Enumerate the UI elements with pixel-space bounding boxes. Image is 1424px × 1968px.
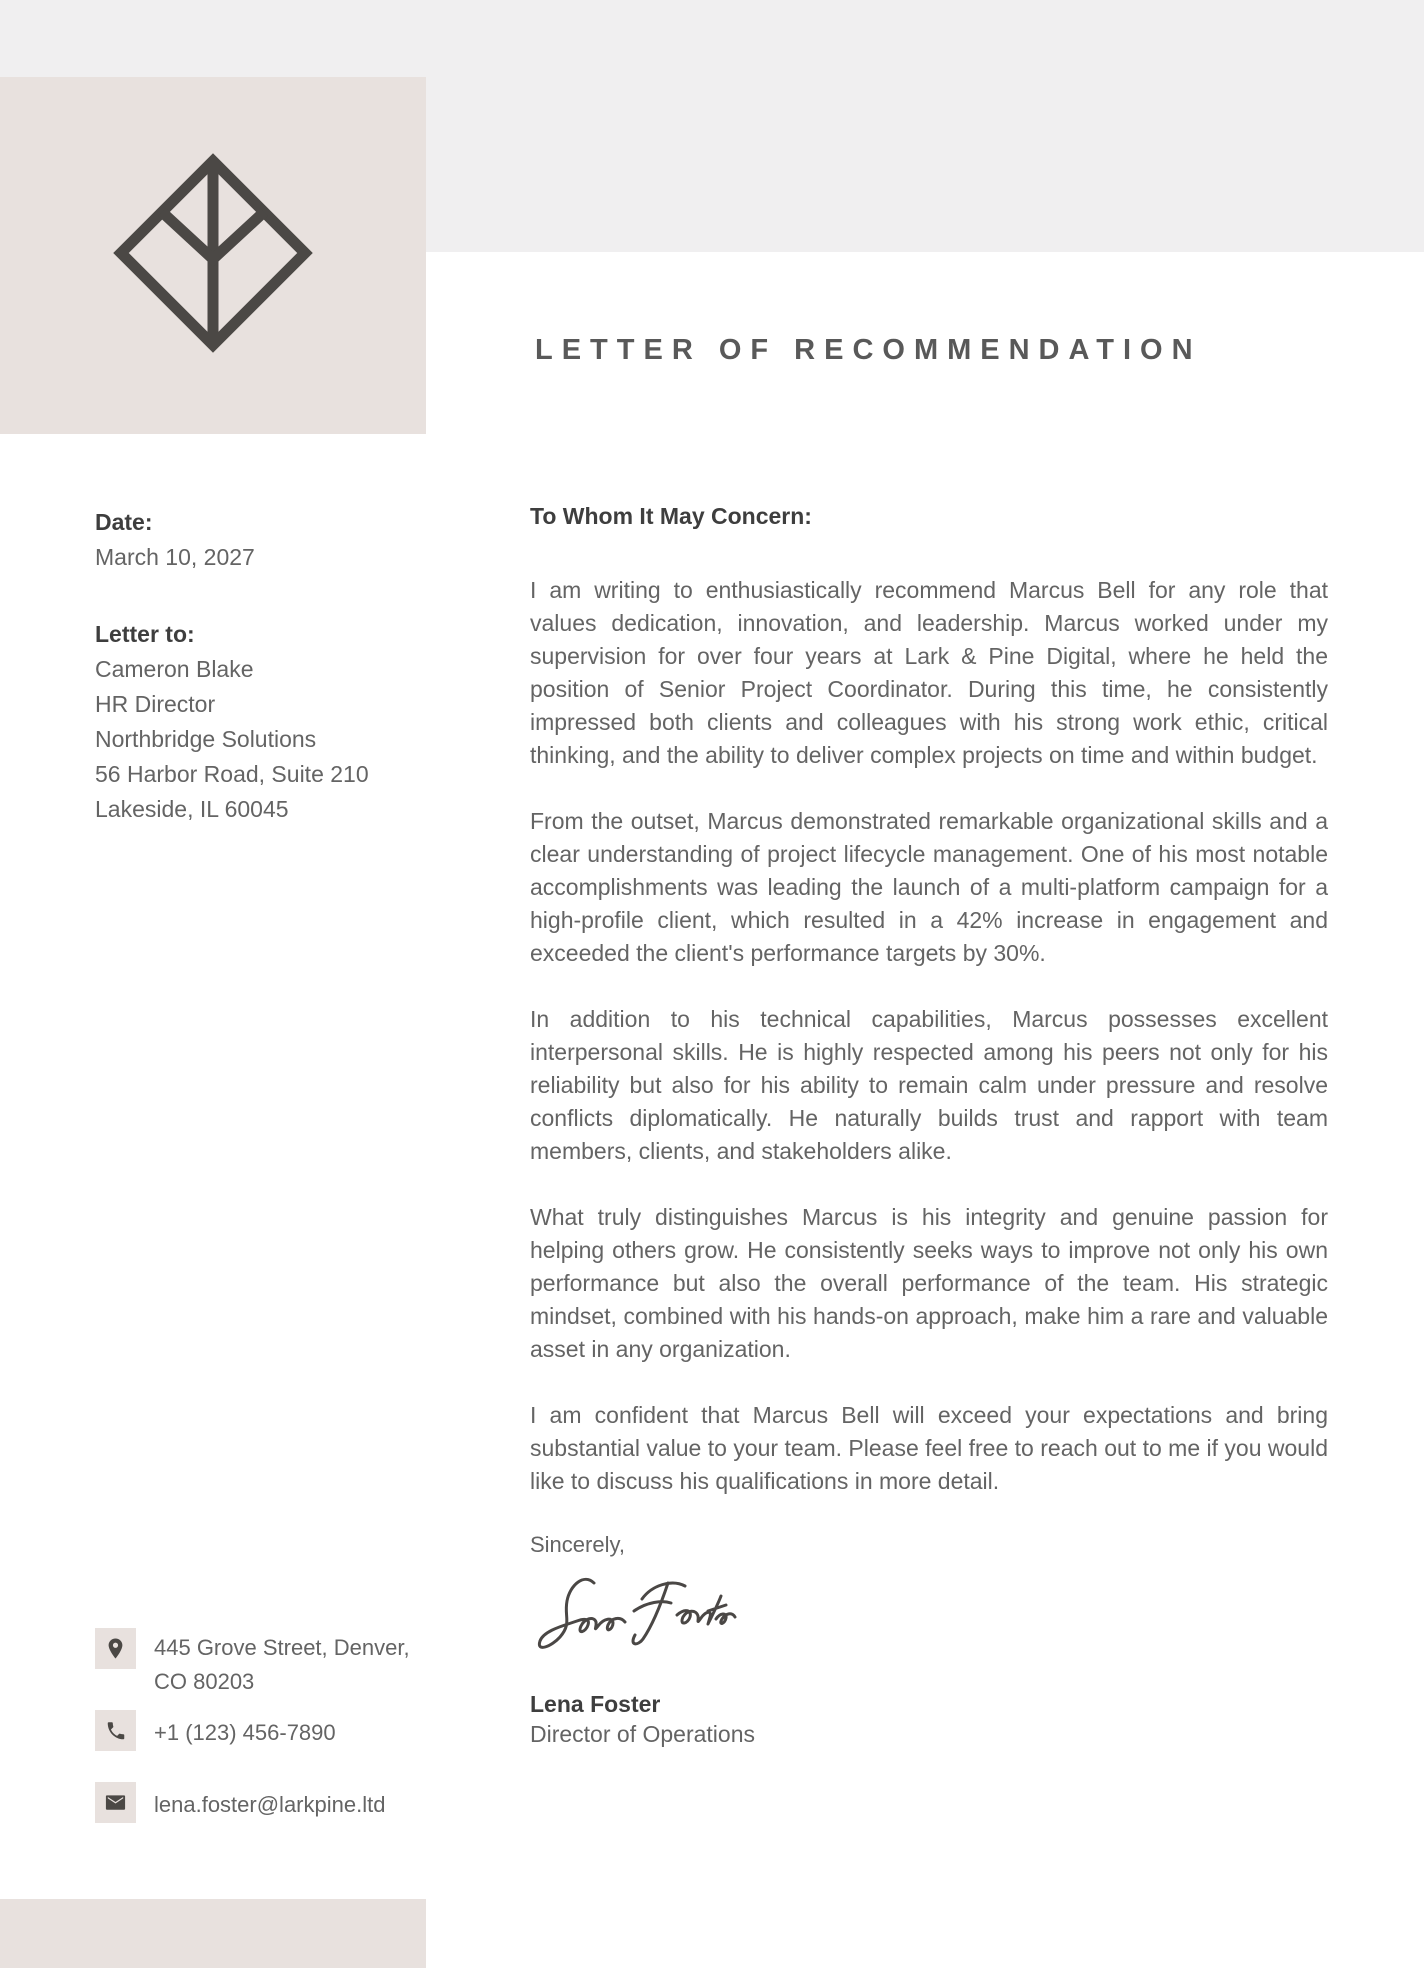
contact-email-row xyxy=(95,1782,385,1823)
closing-salutation: Sincerely, xyxy=(530,1532,625,1557)
letter-paragraphs xyxy=(530,574,1328,1498)
letter-meta xyxy=(95,505,440,827)
phone-text: +1 (123) 456-7890 xyxy=(154,1720,336,1745)
address-text xyxy=(154,1628,410,1699)
paragraph-2: From the outset, Marcus demonstrated remarkable organizational skills and a clear understanding of project lifecycle management. One of his most notable accomplishments was leading the launch of a multi-platform campaign for a high-profile client, which resulted in a 42% increase in engagement and exceeded the client's performance targets by 30%. xyxy=(530,808,1328,966)
letter-to-label: Letter to: xyxy=(95,621,195,647)
address-line-1: 445 Grove Street, Denver, xyxy=(154,1635,410,1660)
salutation: To Whom It May Concern: xyxy=(530,503,812,529)
paragraph-3: In addition to his technical capabilities, Marcus possesses excellent interpersonal skills. He is highly respected among his peers not only for his reliability but also for his ability to remain calm under pressure and resolve conflicts diplomatically. He naturally builds trust and rapport with team members, clients, and stakeholders alike. xyxy=(530,1006,1328,1164)
date-label: Date: xyxy=(95,509,153,535)
signature-script xyxy=(530,1569,1328,1677)
footer-band xyxy=(0,1899,426,1968)
paragraph-5: I am confident that Marcus Bell will exceed your expectations and bring substantial value to your team. Please feel free to reach out to me if you would like to discuss his qualifications in more detail. xyxy=(530,1402,1328,1494)
contact-phone-row xyxy=(95,1710,336,1751)
date-value: March 10, 2027 xyxy=(95,544,255,570)
location-pin-icon xyxy=(95,1628,136,1669)
page-title: LETTER OF RECOMMENDATION xyxy=(535,334,1202,366)
date-block xyxy=(95,505,440,575)
email-text: lena.foster@larkpine.ltd xyxy=(154,1792,386,1817)
recipient-name: Cameron Blake xyxy=(95,656,254,682)
phone-icon xyxy=(95,1710,136,1751)
recipient-city: Lakeside, IL 60045 xyxy=(95,796,289,822)
paragraph-4: What truly distinguishes Marcus is his integrity and genuine passion for helping others grow. He consistently seeks ways to improve not only his own performance but also the overall performance of the team. His strategic mindset, combined with his hands-on approach, make him a rare and valuable asset in any organization. xyxy=(530,1204,1328,1362)
recipient-company: Northbridge Solutions xyxy=(95,726,317,752)
address-line-2: CO 80203 xyxy=(154,1669,255,1694)
recipient-role: HR Director xyxy=(95,691,216,717)
leaf-diamond-logo-icon xyxy=(113,153,313,358)
contact-address-row xyxy=(95,1628,410,1699)
signer-title: Director of Operations xyxy=(530,1721,755,1747)
recipient-street: 56 Harbor Road, Suite 210 xyxy=(95,761,369,787)
recipient-block xyxy=(95,617,440,827)
paragraph-1: I am writing to enthusiastically recommend Marcus Bell for any role that values dedication, innovation, and leadership. Marcus worked under my supervision for over four years at Lark & Pine Digital, where he held the position of Senior Project Coordinator. During this time, he consistently impressed both clients and colleagues with his strong work ethic, critical thinking, and the ability to deliver complex projects on time and within budget. xyxy=(530,577,1328,768)
logo-square xyxy=(0,77,426,434)
letter-body xyxy=(530,503,1328,1749)
envelope-icon xyxy=(95,1782,136,1823)
signer-name: Lena Foster xyxy=(530,1691,661,1717)
